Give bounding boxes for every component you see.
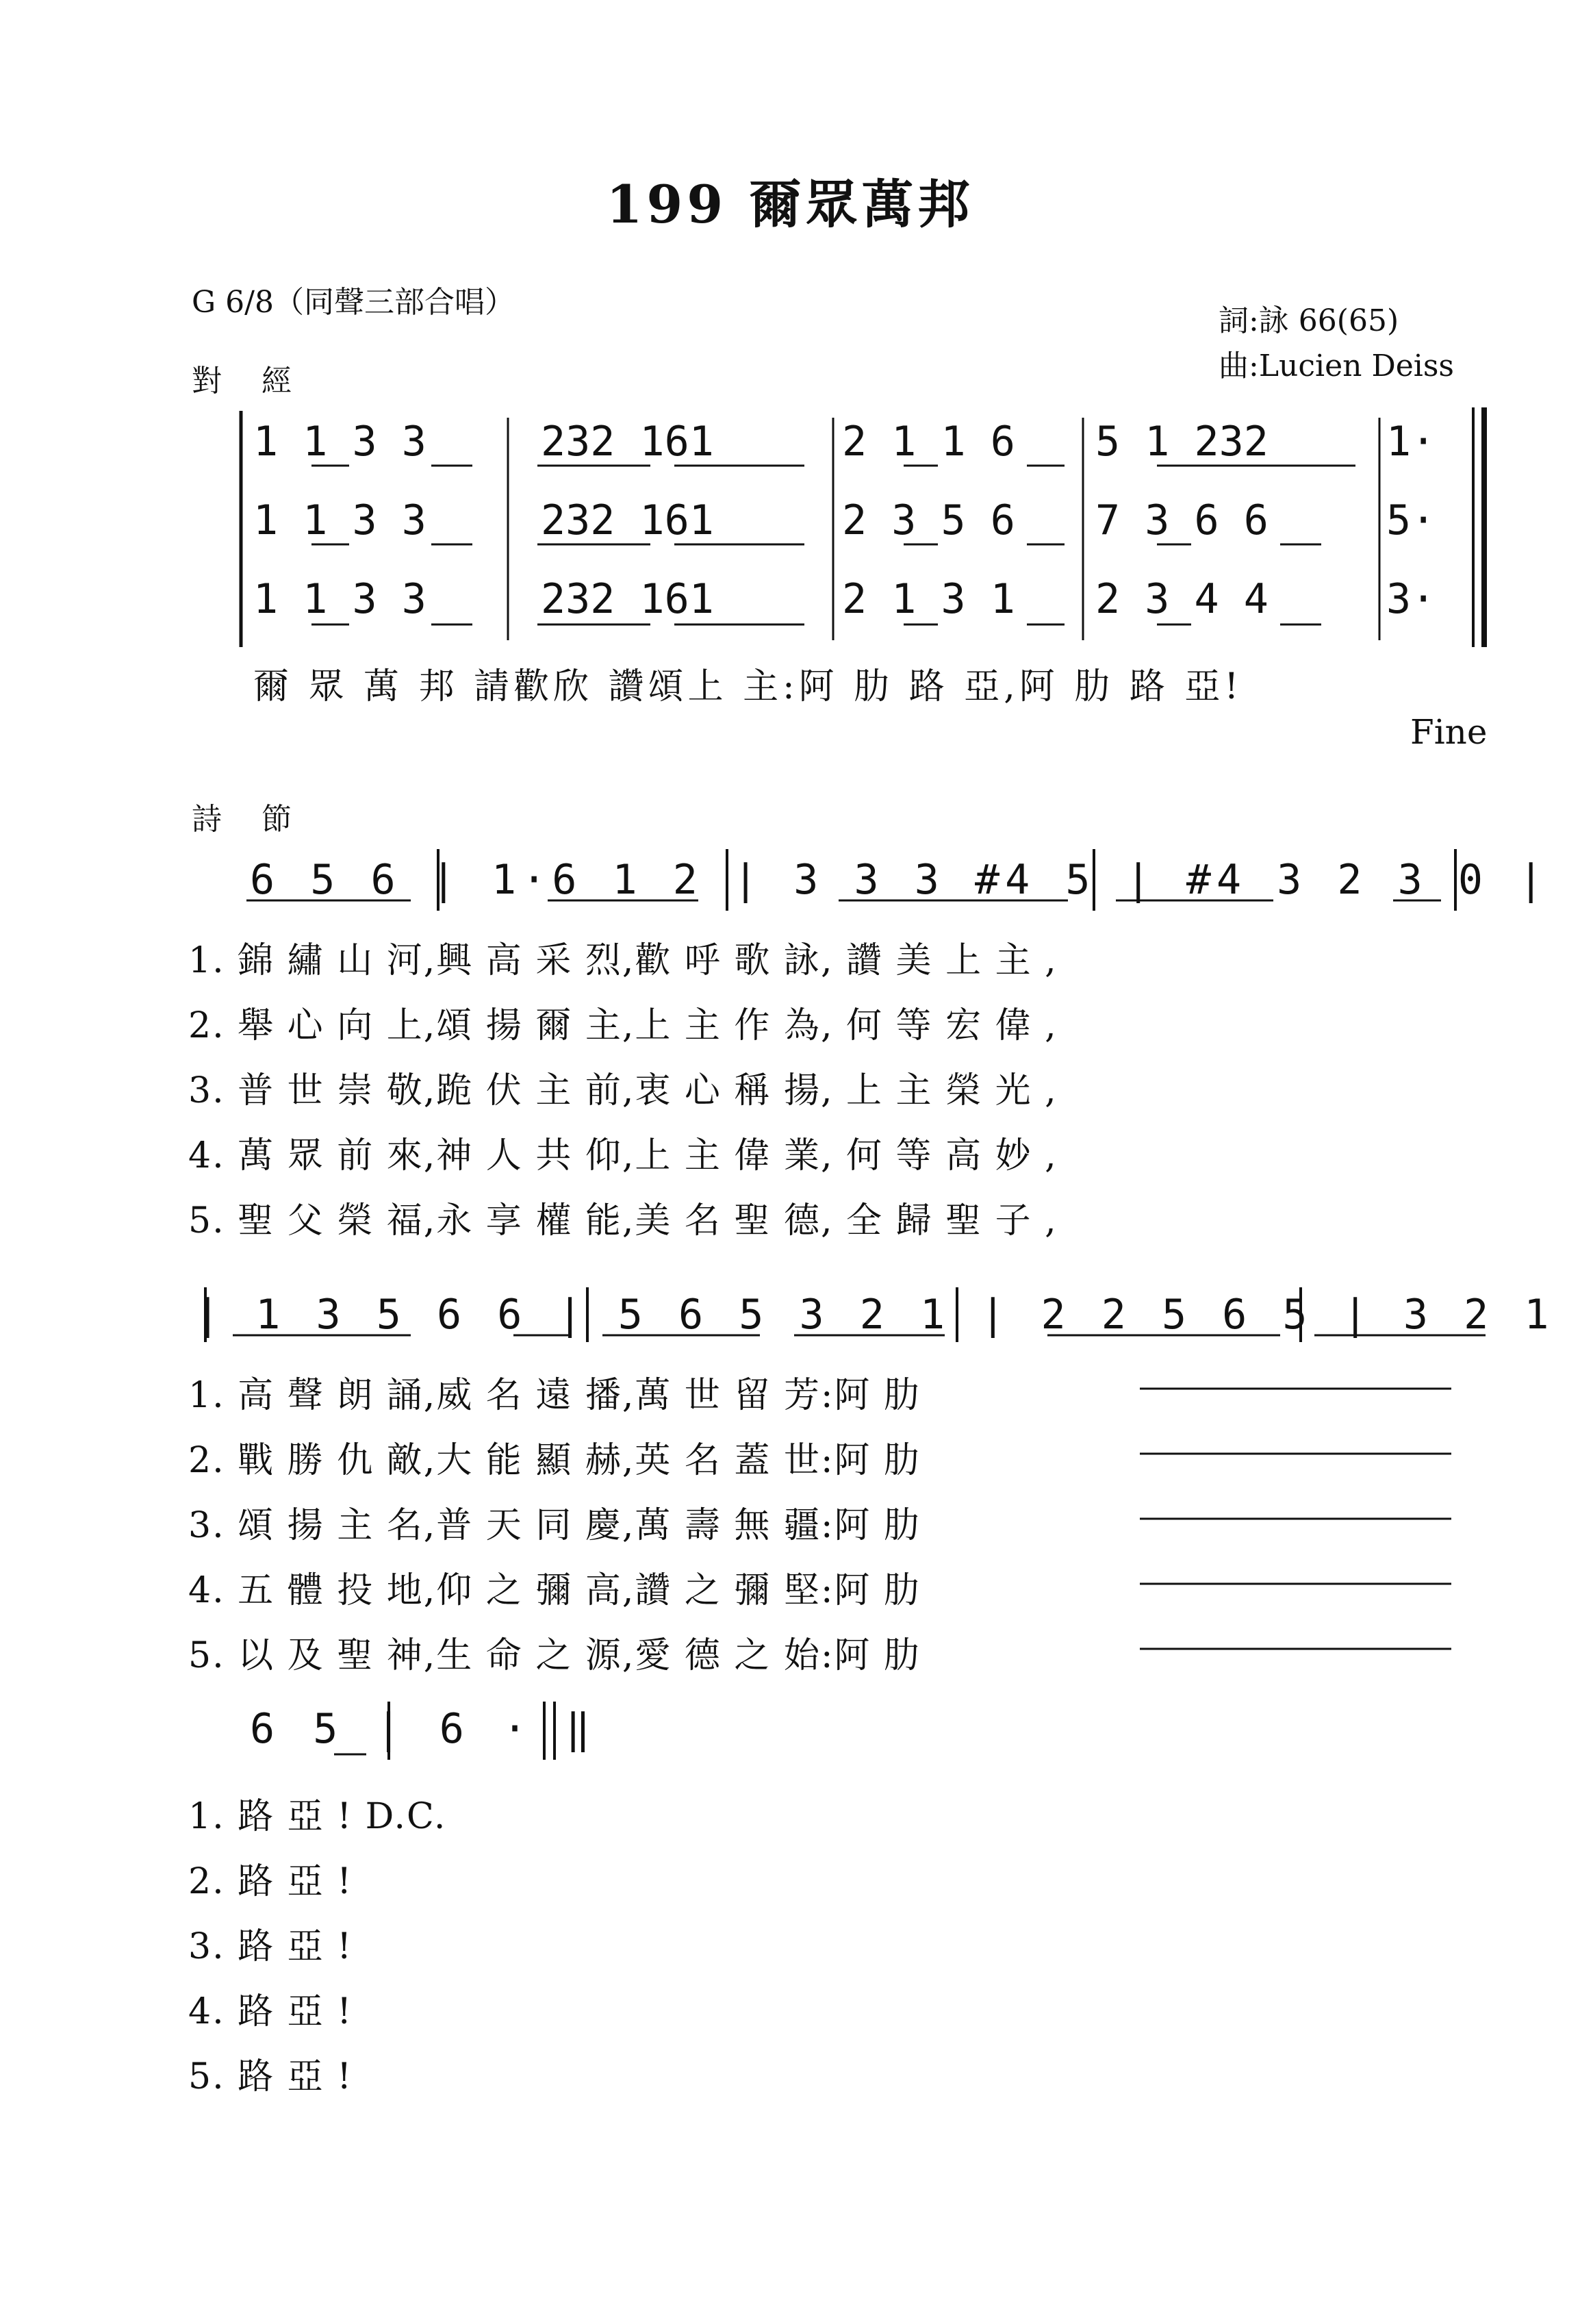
verse-line3-lyric-2: 2. 路 亞 !: [188, 1861, 353, 1902]
verse-line2-notes: | 1 3 5 6 6 | 5 6 5 3 2 1 | 2 2 5 6 5 | 3 2 1: [195, 1291, 1555, 1339]
verse-line1-notes: 6 5 6 | 1·6 1 2 | 3 3 3 #4 5 | #4 3 2 3 0 |: [250, 856, 1549, 904]
music-credit: 曲:Lucien Deiss: [1219, 349, 1455, 383]
verse-line1-lyric-2: 2. 舉 心 向 上,頌 揚 爾 主,上 主 作 為, 何 等 宏 偉 ,: [188, 1005, 1058, 1046]
hymn-title: 199 爾眾萬邦: [606, 174, 974, 235]
verse-line2-lyric-5: 5. 以 及 聖 神,生 命 之 源,愛 德 之 始:阿 肋: [188, 1635, 921, 1676]
verse-line3-notes: 6 5 | 6 · ‖: [250, 1705, 598, 1753]
lyrics-credit: 詞:詠 66(65): [1219, 303, 1399, 338]
verse-line2-lyric-1: 1. 高 聲 朗 誦,威 名 遠 播,萬 世 留 芳:阿 肋: [188, 1375, 921, 1416]
fine-marker: Fine: [1410, 712, 1488, 752]
verse-line2-lyric-4: 4. 五 體 投 地,仰 之 彌 高,讚 之 彌 堅:阿 肋: [188, 1570, 921, 1611]
verse-line3-lyric-4: 4. 路 亞 !: [188, 1991, 353, 2032]
verse-line1-lyric-5: 5. 聖 父 榮 福,永 享 權 能,美 名 聖 德, 全 歸 聖 子 ,: [188, 1200, 1058, 1241]
verse-line3-lyric-1: 1. 路 亞 ! D.C.: [188, 1796, 447, 1837]
refrain-lyric: 爾 眾 萬 邦 請歡欣 讚頌上 主:阿 肋 路 亞,阿 肋 路 亞!: [253, 666, 1243, 707]
verse-line3-lyric-3: 3. 路 亞 !: [188, 1926, 353, 1967]
verse-line1-lyric-3: 3. 普 世 崇 敬,跪 伏 主 前,衷 心 稱 揚, 上 主 榮 光 ,: [188, 1070, 1058, 1111]
verse-label: 詩 節: [192, 802, 307, 837]
key-meter: G 6/8（同聲三部合唱）: [192, 285, 515, 320]
verse-line2-lyric-2: 2. 戰 勝 仇 敵,大 能 顯 赫,英 名 蓋 世:阿 肋: [188, 1440, 921, 1481]
verse-line3-lyric-5: 5. 路 亞 !: [188, 2056, 353, 2097]
refrain-label: 對 經: [192, 364, 307, 399]
verse-line2-lyric-3: 3. 頌 揚 主 名,普 天 同 慶,萬 壽 無 疆:阿 肋: [188, 1505, 921, 1546]
verse-line1-lyric-1: 1. 錦 繡 山 河,興 高 采 烈,歡 呼 歌 詠, 讚 美 上 主 ,: [188, 940, 1058, 981]
verse-line1-lyric-4: 4. 萬 眾 前 來,神 人 共 仰,上 主 偉 業, 何 等 高 妙 ,: [188, 1135, 1058, 1176]
